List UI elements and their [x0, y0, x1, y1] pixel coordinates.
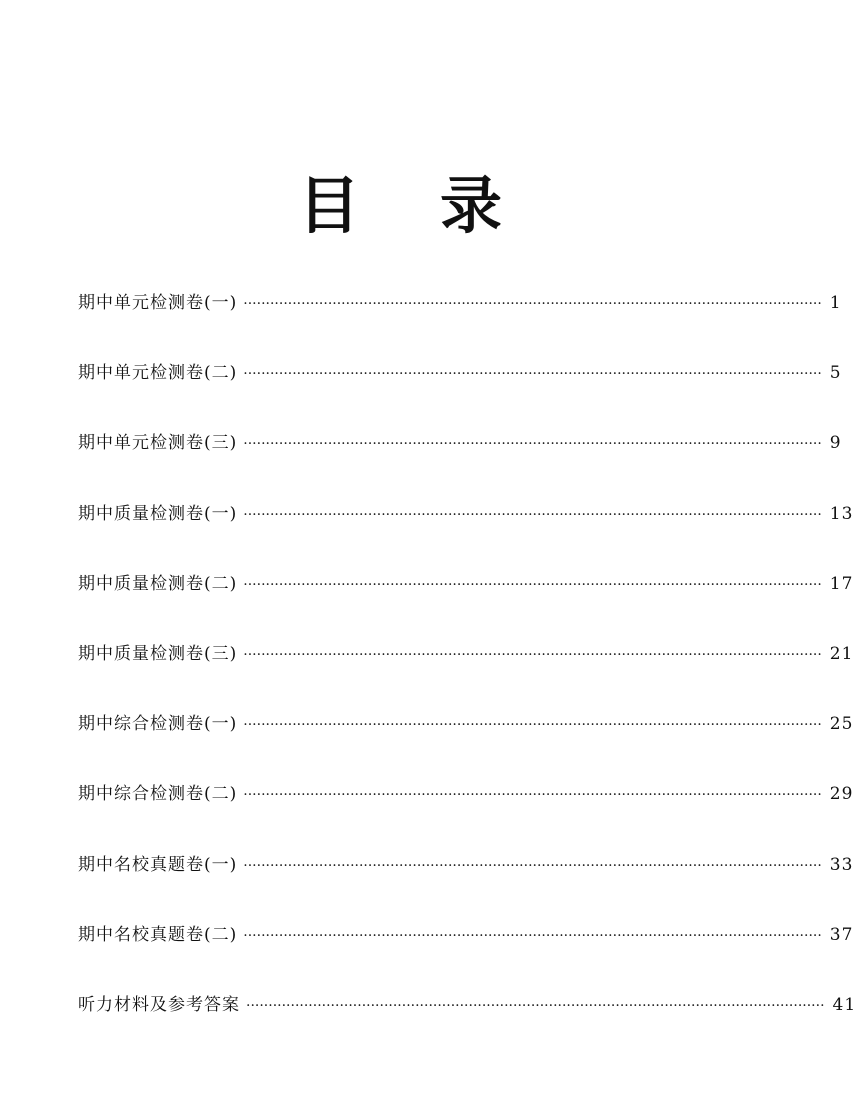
toc-item-page: 21	[829, 643, 854, 664]
toc-item[interactable]	[78, 848, 854, 918]
toc-item-page: 29	[829, 784, 854, 805]
toc-item-label: 期中质量检测卷(一)	[78, 503, 238, 524]
toc-item[interactable]	[78, 988, 856, 1058]
table-of-contents	[78, 286, 856, 1058]
toc-item-label: 期中名校真题卷(二)	[78, 924, 238, 945]
title-char-2: 录	[440, 168, 503, 242]
toc-item-label: 期中名校真题卷(一)	[78, 854, 238, 875]
toc-item-label: 期中单元检测卷(三)	[78, 433, 238, 454]
toc-leader-dots: ··································································································································	[243, 576, 822, 593]
title-char-1: 目	[297, 168, 360, 242]
toc-item-page: 1	[829, 293, 842, 313]
toc-leader-dots: ··································································································································	[243, 506, 822, 523]
toc-leader-dots: ··································································································································	[243, 646, 822, 663]
toc-item[interactable]	[78, 286, 842, 356]
toc-item-page: 41	[832, 994, 856, 1015]
page-title	[0, 170, 800, 242]
toc-item[interactable]	[78, 497, 854, 567]
toc-item-label: 期中综合检测卷(一)	[78, 714, 238, 735]
toc-item[interactable]	[78, 426, 842, 496]
toc-item[interactable]	[78, 918, 854, 988]
toc-item-page: 9	[829, 433, 842, 454]
toc-leader-dots: ··································································································································	[243, 857, 822, 874]
toc-item-page: 25	[829, 714, 854, 735]
toc-item-label: 期中综合检测卷(二)	[78, 784, 238, 805]
toc-item[interactable]	[78, 567, 854, 637]
toc-item[interactable]	[78, 777, 854, 847]
toc-leader-dots: ··································································································································	[243, 927, 822, 944]
toc-item[interactable]	[78, 707, 854, 777]
toc-item-page: 5	[829, 363, 842, 384]
toc-item-page: 33	[829, 854, 854, 875]
toc-item-label: 期中质量检测卷(二)	[78, 573, 238, 594]
toc-item-label: 期中单元检测卷(二)	[78, 363, 238, 384]
toc-leader-dots: ··································································································································	[246, 997, 825, 1014]
toc-item-label: 听力材料及参考答案	[78, 994, 240, 1015]
toc-item-page: 17	[829, 573, 854, 594]
toc-item-page: 37	[829, 924, 854, 945]
toc-leader-dots: ··································································································································	[243, 366, 822, 383]
toc-item-label: 期中质量检测卷(三)	[78, 643, 238, 664]
toc-item[interactable]	[78, 356, 842, 426]
toc-item[interactable]	[78, 637, 854, 707]
toc-item-label: 期中单元检测卷(一)	[78, 293, 238, 313]
toc-leader-dots: ··································································································································	[243, 296, 822, 312]
toc-leader-dots: ··································································································································	[243, 717, 822, 734]
toc-item-page: 13	[829, 503, 854, 524]
toc-leader-dots: ··································································································································	[243, 787, 822, 804]
toc-leader-dots: ··································································································································	[243, 436, 822, 453]
